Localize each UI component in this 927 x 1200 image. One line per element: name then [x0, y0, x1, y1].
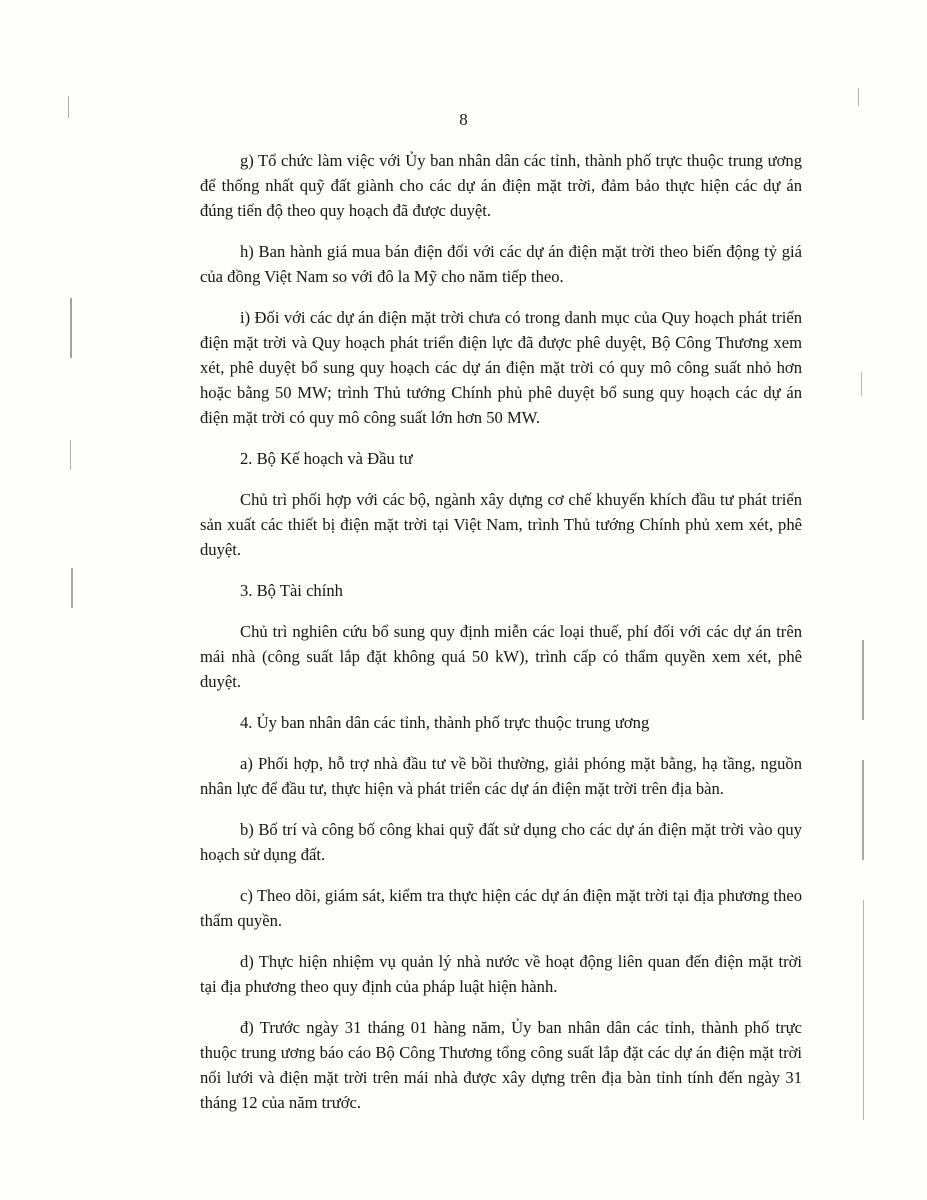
scan-mark	[861, 372, 862, 396]
scan-mark	[70, 440, 71, 470]
section-4-item-dd: đ) Trước ngày 31 tháng 01 hàng năm, Ủy ban nhân dân các tỉnh, thành phố trực thuộc trung ương báo cáo Bộ Công Thương tổng công suất lắp đặt các dự án điện mặt trời nối lưới và điện mặt trời trên mái nhà được xây dựng trên địa bàn tỉnh tính đến ngày 31 tháng 12 của năm trước.	[200, 1018, 802, 1112]
section-4-item-b: b) Bố trí và công bố công khai quỹ đất sử dụng cho các dự án điện mặt trời vào quy hoạch sử dụng đất.	[200, 820, 802, 864]
scan-mark	[71, 568, 73, 608]
section-heading-3: 3. Bộ Tài chính	[240, 581, 343, 600]
paragraph-h: h) Ban hành giá mua bán điện đối với các dự án điện mặt trời theo biến động tỷ giá của đồng Việt Nam so với đô la Mỹ cho năm tiếp theo.	[200, 242, 802, 286]
paragraph-i: i) Đối với các dự án điện mặt trời chưa có trong danh mục của Quy hoạch phát triển điện mặt trời và Quy hoạch phát triển điện lực đã được phê duyệt, Bộ Công Thương xem xét, phê duyệt bổ sung quy hoạch các dự án điện mặt trời có quy mô công suất nhỏ hơn hoặc bằng 50 MW; trình Thủ tướng Chính phủ phê duyệt bổ sung quy hoạch các dự án điện mặt trời có quy mô công suất lớn hơn 50 MW.	[200, 308, 802, 427]
scan-mark	[858, 88, 859, 106]
page-number: 8	[459, 110, 468, 129]
section-heading-2: 2. Bộ Kế hoạch và Đầu tư	[240, 449, 413, 468]
section-4-item-a: a) Phối hợp, hỗ trợ nhà đầu tư về bồi thường, giải phóng mặt bằng, hạ tầng, nguồn nhân lực để đầu tư, thực hiện và phát triển các dự án điện mặt trời trên địa bàn.	[200, 754, 802, 798]
scan-mark	[862, 640, 864, 720]
paragraph-g: g) Tổ chức làm việc với Ủy ban nhân dân các tỉnh, thành phố trực thuộc trung ương để thống nhất quỹ đất giành cho các dự án điện mặt trời, đảm bảo thực hiện các dự án đúng tiến độ theo quy hoạch đã được duyệt.	[200, 151, 802, 220]
section-4-item-c: c) Theo dõi, giám sát, kiểm tra thực hiện các dự án điện mặt trời tại địa phương theo thẩm quyền.	[200, 886, 802, 930]
section-2-body: Chủ trì phối hợp với các bộ, ngành xây dựng cơ chế khuyến khích đầu tư phát triển sản xuất các thiết bị điện mặt trời tại Việt Nam, trình Thủ tướng Chính phủ xem xét, phê duyệt.	[200, 490, 802, 559]
section-3-body: Chủ trì nghiên cứu bổ sung quy định miễn các loại thuế, phí đối với các dự án trên mái nhà (công suất lắp đặt không quá 50 kW), trình cấp có thẩm quyền xem xét, phê duyệt.	[200, 622, 802, 691]
scan-mark	[862, 760, 864, 860]
document-body	[200, 148, 802, 1131]
section-4-item-d: d) Thực hiện nhiệm vụ quản lý nhà nước về hoạt động liên quan đến điện mặt trời tại địa phương theo quy định của pháp luật hiện hành.	[200, 952, 802, 996]
scan-mark	[863, 900, 864, 1120]
section-heading-4: 4. Ủy ban nhân dân các tỉnh, thành phố trực thuộc trung ương	[240, 713, 650, 732]
scan-mark	[70, 298, 72, 358]
